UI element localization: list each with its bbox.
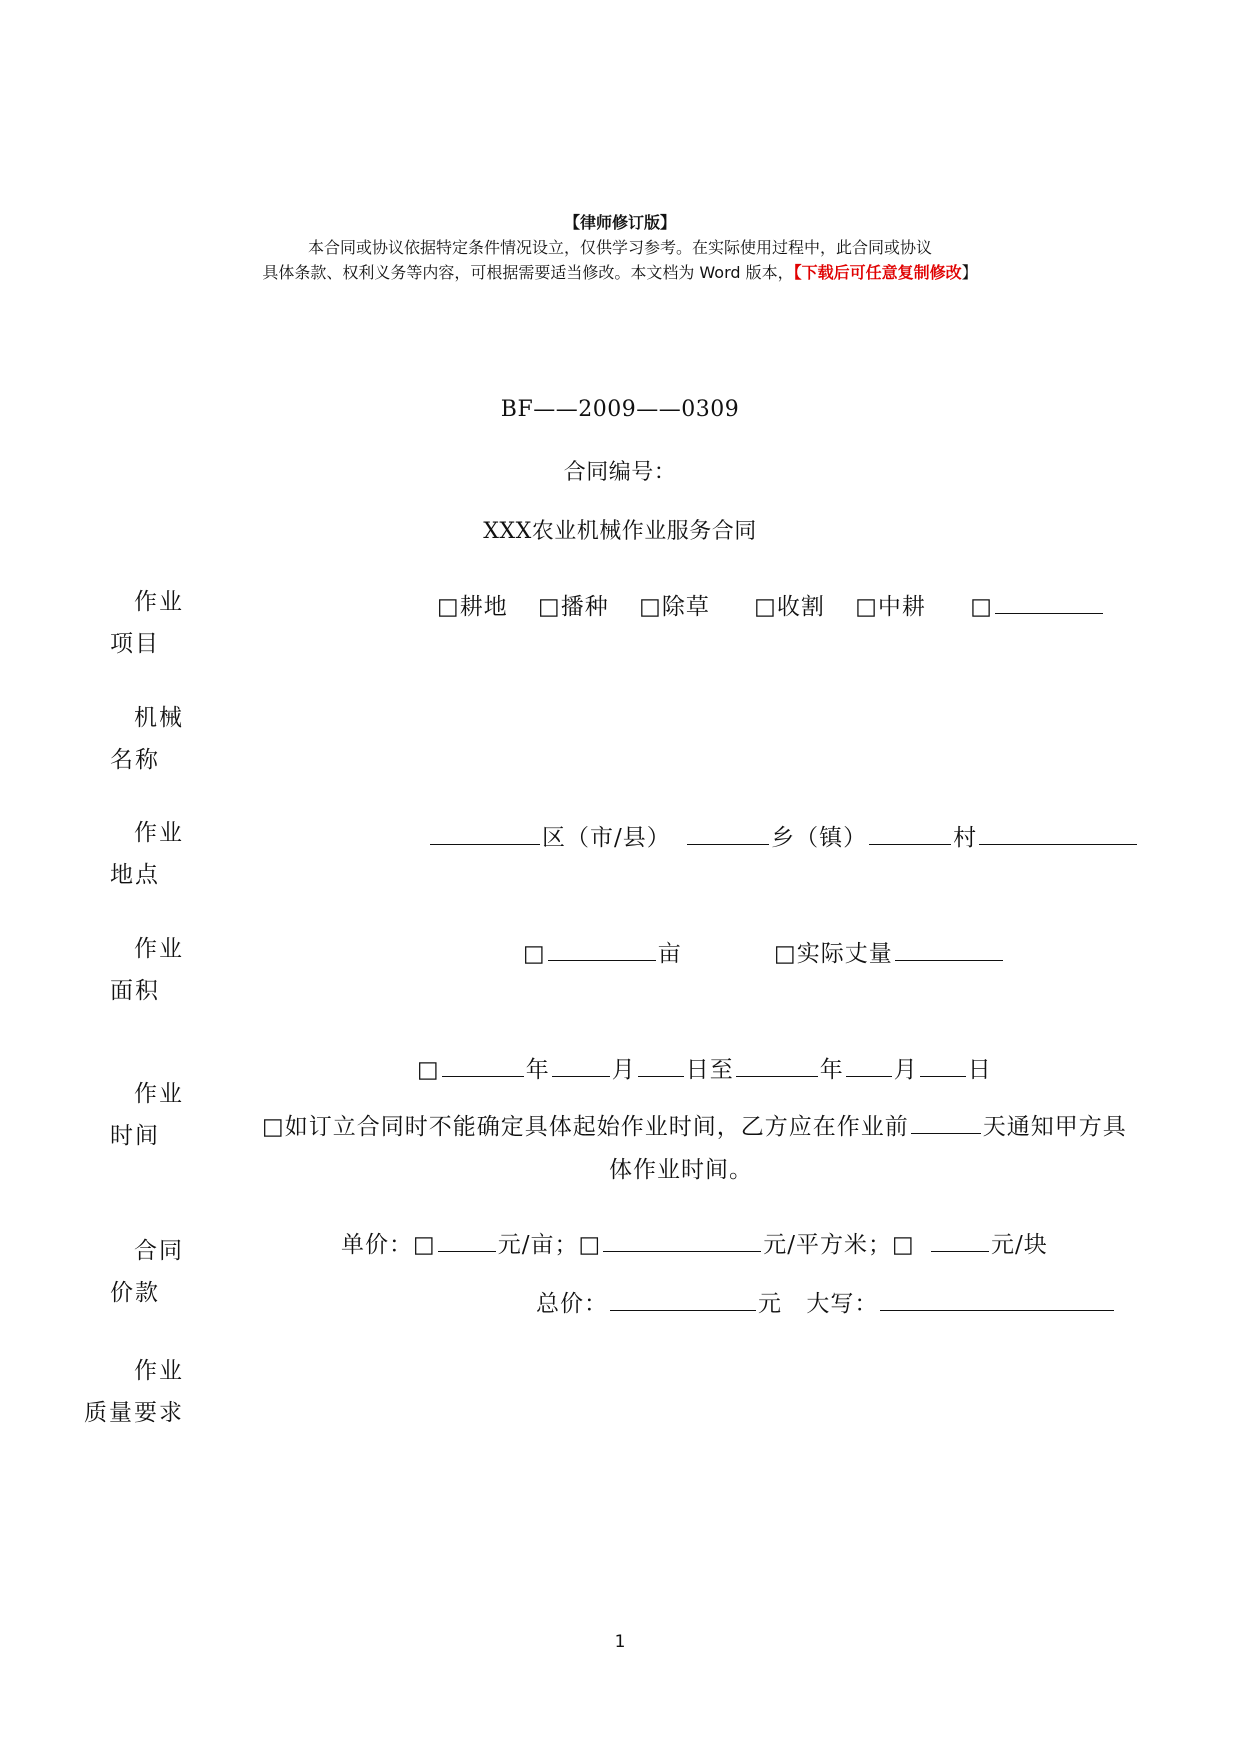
label-work-time bbox=[110, 1073, 184, 1157]
year-text: 年 bbox=[525, 1057, 550, 1083]
start-month-blank[interactable] bbox=[552, 1054, 610, 1077]
label-line-1: 作业 bbox=[134, 1081, 184, 1107]
document-title: XXX农业机械作业服务合同 bbox=[483, 519, 757, 544]
day-to-text: 日至 bbox=[685, 1057, 734, 1083]
per-mu-text: 元/亩； bbox=[497, 1232, 579, 1258]
label-machine-name bbox=[110, 697, 184, 781]
notice-line-2 bbox=[0, 260, 1240, 285]
work-time-fields bbox=[417, 1051, 992, 1084]
notice-days-blank[interactable] bbox=[911, 1111, 981, 1134]
page-number: 1 bbox=[614, 1632, 626, 1652]
label-quality-requirements bbox=[84, 1350, 184, 1434]
start-day-blank[interactable] bbox=[638, 1054, 684, 1077]
work-time-note-text-2: 天通知甲方具 bbox=[982, 1114, 1127, 1140]
work-location-fields bbox=[428, 819, 1139, 852]
address-blank[interactable] bbox=[979, 822, 1137, 845]
district-text: 区（市/县） bbox=[542, 825, 671, 851]
start-year-blank[interactable] bbox=[442, 1054, 524, 1077]
option-sowing[interactable]: □播种 bbox=[538, 594, 609, 620]
label-line-1: 机械 bbox=[134, 705, 184, 731]
unit-price-fields bbox=[341, 1226, 1048, 1259]
option-weeding[interactable]: □除草 bbox=[639, 594, 710, 620]
area-mu-blank[interactable] bbox=[548, 938, 656, 961]
end-month-blank[interactable] bbox=[846, 1054, 892, 1077]
year-text-2: 年 bbox=[819, 1057, 844, 1083]
total-price-fields bbox=[536, 1285, 1116, 1318]
yuan-text: 元 bbox=[758, 1291, 782, 1317]
notice-line-1: 本合同或协议依据特定条件情况设立，仅供学习参考。在实际使用过程中，此合同或协议 bbox=[307, 238, 932, 257]
other-blank[interactable] bbox=[995, 591, 1103, 614]
option-harvesting[interactable]: □收割 bbox=[754, 594, 825, 620]
end-day-blank[interactable] bbox=[920, 1054, 966, 1077]
label-line-2: 质量要求 bbox=[84, 1400, 184, 1426]
unit-price-label: 单价： bbox=[341, 1232, 413, 1258]
village-blank[interactable] bbox=[869, 822, 951, 845]
label-line-2: 面积 bbox=[110, 978, 160, 1004]
label-work-area bbox=[110, 928, 184, 1012]
per-mu-blank[interactable] bbox=[438, 1229, 496, 1252]
per-block-text: 元/块 bbox=[991, 1232, 1048, 1258]
township-blank[interactable] bbox=[687, 822, 769, 845]
work-time-note-text[interactable]: □如订立合同时不能确定具体起始作业时间，乙方应在作业前 bbox=[262, 1114, 909, 1140]
total-price-label: 总价： bbox=[536, 1291, 608, 1317]
label-line-1: 作业 bbox=[134, 1358, 184, 1384]
month-text: 月 bbox=[611, 1057, 636, 1083]
notice-line-2-text: 具体条款、权利义务等内容，可根据需要适当修改。本文档为 Word 版本， bbox=[262, 263, 794, 282]
lawyer-notice bbox=[0, 210, 1240, 285]
label-line-2: 项目 bbox=[110, 631, 160, 657]
notice-title: 【律师修订版】 bbox=[563, 213, 676, 232]
total-price-blank[interactable] bbox=[610, 1288, 756, 1311]
contract-number-label: 合同编号： bbox=[563, 460, 677, 485]
option-other[interactable]: □ bbox=[970, 594, 993, 620]
option-plowing[interactable]: □耕地 bbox=[437, 594, 508, 620]
document-code: BF——2009——0309 bbox=[500, 397, 740, 422]
work-area-fields bbox=[523, 935, 1005, 968]
actual-measure-blank[interactable] bbox=[895, 938, 1003, 961]
work-project-options bbox=[437, 588, 1105, 621]
label-line-1: 合同 bbox=[134, 1238, 184, 1264]
village-text: 村 bbox=[953, 825, 978, 851]
option-intertillage[interactable]: □中耕 bbox=[855, 594, 926, 620]
label-work-project bbox=[110, 581, 184, 665]
actual-measure-checkbox[interactable]: □实际丈量 bbox=[774, 941, 893, 967]
per-sqm-checkbox[interactable]: □ bbox=[578, 1232, 602, 1258]
label-contract-price bbox=[110, 1230, 184, 1314]
month-text-2: 月 bbox=[893, 1057, 918, 1083]
work-time-checkbox[interactable]: □ bbox=[417, 1057, 440, 1083]
per-block-checkbox[interactable]: □ bbox=[891, 1232, 915, 1258]
district-blank[interactable] bbox=[430, 822, 540, 845]
notice-download-text: 【下载后可任意复制修改 bbox=[793, 263, 962, 282]
capital-label: 大写： bbox=[806, 1291, 879, 1317]
label-line-2: 名称 bbox=[110, 747, 160, 773]
work-time-note bbox=[262, 1108, 1127, 1141]
label-line-1: 作业 bbox=[134, 820, 184, 846]
per-block-blank[interactable] bbox=[931, 1229, 989, 1252]
label-work-location bbox=[110, 812, 184, 896]
label-line-1: 作业 bbox=[134, 936, 184, 962]
area-mu-checkbox[interactable]: □ bbox=[523, 941, 546, 967]
day-text: 日 bbox=[967, 1057, 992, 1083]
per-mu-checkbox[interactable]: □ bbox=[413, 1232, 436, 1258]
label-line-1: 作业 bbox=[134, 589, 184, 615]
capital-blank[interactable] bbox=[880, 1288, 1114, 1311]
end-year-blank[interactable] bbox=[736, 1054, 818, 1077]
label-line-2: 时间 bbox=[110, 1123, 160, 1149]
township-text: 乡（镇） bbox=[771, 825, 868, 851]
per-sqm-text: 元/平方米； bbox=[763, 1232, 892, 1258]
label-line-2: 价款 bbox=[110, 1280, 160, 1306]
work-time-note-cont: 体作业时间。 bbox=[609, 1157, 753, 1183]
mu-text: 亩 bbox=[657, 941, 682, 967]
per-sqm-blank[interactable] bbox=[603, 1229, 761, 1252]
notice-line-2-end: 】 bbox=[961, 263, 978, 282]
label-line-2: 地点 bbox=[110, 862, 160, 888]
